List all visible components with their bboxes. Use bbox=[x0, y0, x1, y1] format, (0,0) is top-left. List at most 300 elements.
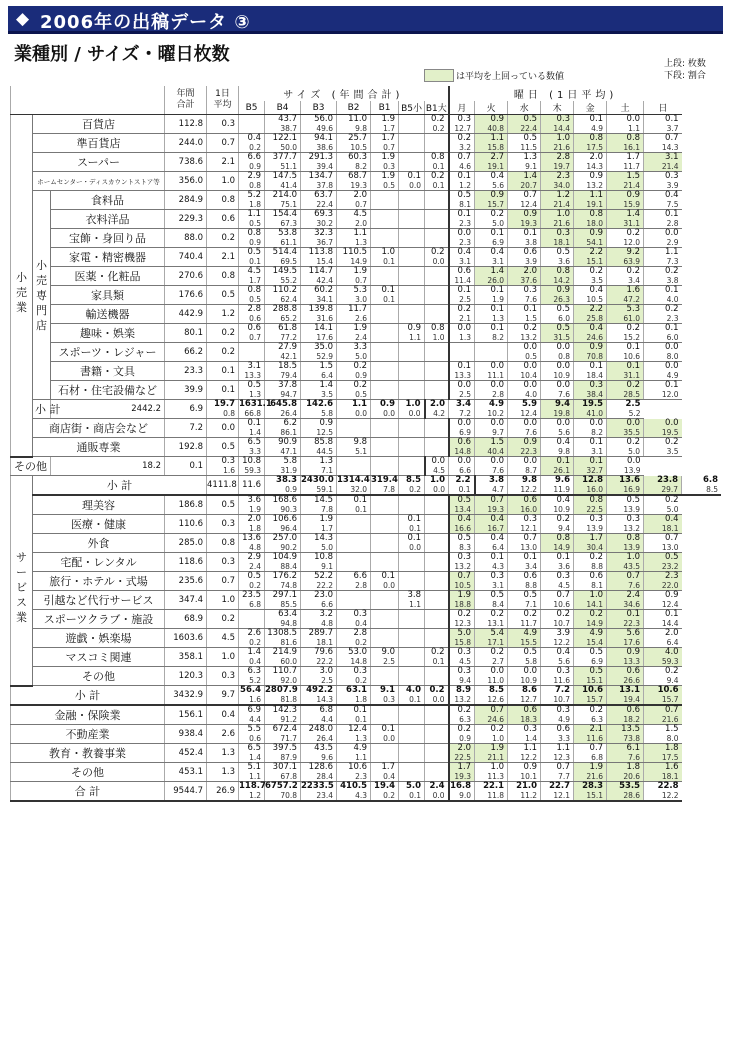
dow-count: 0.1 bbox=[574, 457, 607, 467]
size-count: 0.8 bbox=[425, 153, 449, 163]
size-count: 0.6 bbox=[239, 324, 265, 334]
dow-count: 2.2 bbox=[574, 305, 607, 315]
size-ratio: 2.4 bbox=[337, 333, 371, 343]
annual-total-value: 112.8 bbox=[165, 115, 207, 134]
dow-ratio: 26.0 bbox=[475, 276, 508, 286]
dow-ratio: 54.1 bbox=[574, 238, 607, 248]
size-count bbox=[371, 343, 399, 353]
dow-count: 0.0 bbox=[607, 457, 644, 467]
dow-count: 0.1 bbox=[607, 362, 644, 372]
dow-ratio: 3.5 bbox=[644, 447, 682, 457]
dow-ratio: 19.1 bbox=[574, 200, 607, 210]
size-ratio: 0.4 bbox=[239, 657, 265, 667]
dow-count: 0.9 bbox=[574, 172, 607, 182]
size-count: 9.0 bbox=[371, 648, 399, 658]
dow-count: 0.8 bbox=[607, 134, 644, 144]
dow-count: 10.6 bbox=[644, 686, 682, 696]
size-count: 1.0 bbox=[371, 248, 399, 258]
size-ratio: 8.2 bbox=[337, 162, 371, 172]
row-label: 引越など代行サービス bbox=[33, 591, 165, 610]
size-count bbox=[399, 705, 425, 715]
size-ratio: 17.6 bbox=[301, 333, 337, 343]
size-count: 9.1 bbox=[371, 686, 399, 696]
table-row bbox=[11, 191, 722, 201]
size-ratio: 36.7 bbox=[301, 238, 337, 248]
size-ratio: 1.8 bbox=[239, 524, 265, 534]
size-count bbox=[399, 610, 425, 620]
size-ratio bbox=[371, 200, 399, 210]
row-label: ホームセンター・ディスカウントストア等 bbox=[33, 172, 165, 191]
dow-count: 0.1 bbox=[449, 362, 475, 372]
size-count: 2.8 bbox=[239, 305, 265, 315]
dow-count: 13.6 bbox=[607, 476, 644, 486]
dow-ratio: 19.3 bbox=[475, 505, 508, 515]
size-ratio bbox=[399, 657, 425, 667]
size-ratio bbox=[399, 734, 425, 744]
daily-avg-value: 0.5 bbox=[207, 495, 239, 515]
size-ratio: 0.8 bbox=[207, 409, 239, 419]
size-ratio bbox=[425, 753, 449, 763]
dow-count: 0.2 bbox=[449, 305, 475, 315]
dow-ratio: 7.2 bbox=[449, 409, 475, 419]
size-count: 0.2 bbox=[425, 248, 449, 258]
size-count: 248.0 bbox=[301, 725, 337, 735]
dow-ratio: 10.6 bbox=[541, 600, 574, 610]
daily-avg-value: 0.2 bbox=[207, 324, 239, 343]
dow-ratio: 4.9 bbox=[574, 124, 607, 134]
dow-count: 0.4 bbox=[475, 172, 508, 182]
dow-ratio: 4.7 bbox=[475, 485, 508, 495]
table-row bbox=[11, 172, 722, 182]
size-ratio: 6.8 bbox=[239, 600, 265, 610]
row-label: その他 bbox=[11, 457, 51, 476]
dow-count: 8.5 bbox=[475, 686, 508, 696]
size-ratio: 52.9 bbox=[301, 352, 337, 362]
annual-total-value: 120.3 bbox=[165, 667, 207, 686]
size-count bbox=[425, 419, 449, 429]
dow-count: 2.5 bbox=[607, 400, 644, 410]
dow-count: 2.4 bbox=[607, 591, 644, 601]
dow-ratio: 6.4 bbox=[644, 638, 682, 648]
dow-ratio: 7.1 bbox=[508, 600, 541, 610]
size-count: 1.0 bbox=[399, 400, 425, 410]
size-count bbox=[371, 324, 399, 334]
dow-count: 0.1 bbox=[607, 343, 644, 353]
dow-count: 1.6 bbox=[644, 763, 682, 773]
dow-count: 0.5 bbox=[574, 667, 607, 677]
size-count: 10.6 bbox=[337, 763, 371, 773]
row-label: 通販専業 bbox=[33, 438, 165, 457]
dow-ratio: 8.0 bbox=[644, 734, 682, 744]
size-count bbox=[399, 648, 425, 658]
size-ratio: 42.1 bbox=[265, 352, 301, 362]
dow-ratio: 19.3 bbox=[508, 219, 541, 229]
size-ratio bbox=[425, 200, 449, 210]
size-count: 6.2 bbox=[265, 419, 301, 429]
size-count: 14.5 bbox=[301, 495, 337, 505]
dow-ratio: 32.7 bbox=[574, 466, 607, 476]
dow-ratio: 18.1 bbox=[644, 524, 682, 534]
dow-ratio: 5.0 bbox=[607, 447, 644, 457]
dow-count: 0.1 bbox=[508, 305, 541, 315]
dow-ratio: 19.3 bbox=[449, 772, 475, 782]
dow-count: 1.9 bbox=[574, 763, 607, 773]
dow-ratio: 7.5 bbox=[644, 200, 682, 210]
dow-ratio: 3.3 bbox=[541, 734, 574, 744]
daily-avg-value: 0.8 bbox=[207, 191, 239, 210]
size-count: 128.6 bbox=[301, 763, 337, 773]
size-count: 0.2 bbox=[425, 115, 449, 125]
size-count: 63.4 bbox=[265, 610, 301, 620]
table-row bbox=[11, 705, 722, 715]
dow-ratio: 14.2 bbox=[541, 276, 574, 286]
legend-text: は平均を上回っている数値 bbox=[456, 72, 565, 82]
data-table bbox=[10, 86, 721, 802]
dow-ratio: 9.8 bbox=[541, 447, 574, 457]
dow-ratio: 4.0 bbox=[508, 390, 541, 400]
size-count: 90.9 bbox=[265, 438, 301, 448]
annual-total-value: 1603.6 bbox=[165, 629, 207, 648]
dow-count: 0.3 bbox=[541, 572, 574, 582]
size-ratio bbox=[425, 219, 449, 229]
dow-count: 0.3 bbox=[475, 572, 508, 582]
size-count: 3.8 bbox=[399, 591, 425, 601]
size-count: 122.1 bbox=[265, 134, 301, 144]
dow-ratio: 20.7 bbox=[508, 181, 541, 191]
size-count: 0.1 bbox=[337, 495, 371, 505]
dow-count: 0.1 bbox=[644, 610, 682, 620]
dow-ratio: 3.6 bbox=[541, 257, 574, 267]
size-ratio: 1.4 bbox=[239, 428, 265, 438]
size-count: 0.8 bbox=[239, 229, 265, 239]
dow-ratio: 11.4 bbox=[449, 276, 475, 286]
daily-avg-value: 0.2 bbox=[207, 229, 239, 248]
dow-count: 0.8 bbox=[574, 495, 607, 505]
table-row bbox=[11, 476, 722, 486]
dow-ratio: 12.4 bbox=[644, 600, 682, 610]
size-ratio: 5.1 bbox=[337, 447, 371, 457]
daily-avg-value: 0.2 bbox=[207, 610, 239, 629]
size-ratio bbox=[399, 352, 425, 362]
dow-count: 0.4 bbox=[475, 534, 508, 544]
dow-count: 1.3 bbox=[508, 153, 541, 163]
dow-ratio: 6.9 bbox=[475, 238, 508, 248]
size-ratio bbox=[399, 219, 425, 229]
size-count bbox=[371, 267, 399, 277]
dow-count: 0.6 bbox=[449, 267, 475, 277]
size-count: 168.6 bbox=[265, 495, 301, 505]
size-count: 23.0 bbox=[301, 591, 337, 601]
row-label: 宅配・レンタル bbox=[33, 553, 165, 572]
size-count: 1.9 bbox=[337, 324, 371, 334]
dow-count: 16.8 bbox=[449, 782, 475, 792]
annual-total-value: 186.8 bbox=[165, 495, 207, 515]
dow-ratio: 21.1 bbox=[475, 753, 508, 763]
size-count: 0.1 bbox=[371, 286, 399, 296]
size-count: 1314.4 bbox=[337, 475, 370, 485]
size-ratio: 7.1 bbox=[301, 466, 337, 476]
size-count: 63.1 bbox=[337, 686, 371, 696]
dow-ratio: 3.2 bbox=[449, 143, 475, 153]
size-ratio: 37.8 bbox=[301, 181, 337, 191]
size-count: 0.8 bbox=[239, 286, 265, 296]
size-ratio bbox=[399, 124, 425, 134]
dow-count: 0.0 bbox=[508, 362, 541, 372]
dow-ratio: 28.6 bbox=[607, 791, 644, 801]
size-count: 4.5 bbox=[239, 267, 265, 277]
dow-ratio: 0.9 bbox=[449, 734, 475, 744]
note-top: 上段: 枚数 bbox=[664, 59, 706, 69]
size-ratio: 1.2 bbox=[239, 791, 265, 801]
size-count: 19.7 bbox=[207, 400, 239, 410]
dow-ratio: 40.4 bbox=[475, 447, 508, 457]
dow-count: 0.0 bbox=[607, 419, 644, 429]
size-count: 297.1 bbox=[265, 591, 301, 601]
dow-count: 0.0 bbox=[508, 381, 541, 391]
annual-total-value: 176.6 bbox=[165, 286, 207, 305]
dow-count: 8.6 bbox=[508, 686, 541, 696]
dow-count: 0.6 bbox=[449, 438, 475, 448]
annual-total-value: 23.3 bbox=[165, 362, 207, 381]
dow-count: 0.4 bbox=[644, 515, 682, 525]
size-count: 139.8 bbox=[301, 305, 337, 315]
dow-col-header: 金 bbox=[574, 101, 607, 115]
dow-ratio: 3.9 bbox=[508, 257, 541, 267]
dow-ratio: 12.1 bbox=[541, 791, 574, 801]
size-count bbox=[399, 381, 425, 391]
size-count: 0.9 bbox=[371, 400, 399, 410]
dow-count: 1.0 bbox=[541, 210, 574, 220]
size-ratio: 0.1 bbox=[425, 657, 449, 667]
group-label-retail-specialty: 小売専門店 bbox=[33, 191, 51, 400]
daily-avg-value: 11.6 bbox=[239, 476, 265, 496]
dow-count: 0.3 bbox=[541, 667, 574, 677]
table-row bbox=[11, 648, 722, 658]
size-count: 672.4 bbox=[265, 725, 301, 735]
dow-count: 1.5 bbox=[475, 438, 508, 448]
dow-ratio: 13.9 bbox=[607, 505, 644, 515]
dow-ratio: 10.5 bbox=[449, 581, 475, 591]
size-ratio: 0.2 bbox=[337, 638, 371, 648]
size-ratio: 1.9 bbox=[239, 505, 265, 515]
dow-count: 1.7 bbox=[574, 534, 607, 544]
size-count: 2.0 bbox=[239, 515, 265, 525]
size-ratio: 0.1 bbox=[337, 505, 371, 515]
dow-ratio: 3.8 bbox=[644, 276, 682, 286]
dow-count: 0.8 bbox=[574, 134, 607, 144]
size-ratio bbox=[425, 428, 449, 438]
size-ratio: 2.5 bbox=[371, 657, 399, 667]
dow-count: 0.3 bbox=[644, 172, 682, 182]
size-ratio: 91.2 bbox=[265, 715, 301, 725]
size-ratio bbox=[425, 562, 449, 572]
size-count: 176.2 bbox=[265, 572, 301, 582]
dow-ratio: 19.7 bbox=[541, 162, 574, 172]
size-ratio: 0.2 bbox=[239, 638, 265, 648]
size-count: 110.7 bbox=[265, 667, 301, 677]
dow-ratio: 15.1 bbox=[574, 791, 607, 801]
size-count: 0.2 bbox=[337, 381, 371, 391]
dow-count: 3.9 bbox=[541, 629, 574, 639]
size-ratio bbox=[399, 562, 425, 572]
size-count bbox=[371, 457, 399, 467]
dow-ratio: 18.1 bbox=[644, 772, 682, 782]
size-ratio: 5.2 bbox=[239, 676, 265, 686]
dow-ratio: 2.9 bbox=[644, 238, 682, 248]
dow-count: 4.9 bbox=[508, 629, 541, 639]
dow-count: 2.0 bbox=[644, 629, 682, 639]
table-row bbox=[11, 419, 722, 429]
dow-count: 1.2 bbox=[541, 191, 574, 201]
dow-ratio: 14.9 bbox=[541, 543, 574, 553]
size-ratio: 22.2 bbox=[301, 581, 337, 591]
dow-count: 0.7 bbox=[607, 572, 644, 582]
size-count: 104.9 bbox=[265, 553, 301, 563]
dow-ratio: 14.8 bbox=[449, 447, 475, 457]
dow-count: 0.4 bbox=[449, 248, 475, 258]
dow-ratio: 17.1 bbox=[475, 638, 508, 648]
size-count: 12.4 bbox=[337, 725, 371, 735]
dow-count: 3.1 bbox=[644, 153, 682, 163]
dow-count: 0.6 bbox=[607, 705, 644, 715]
dow-count: 0.0 bbox=[508, 667, 541, 677]
size-ratio: 0.0 bbox=[337, 409, 371, 419]
dow-count: 0.2 bbox=[607, 324, 644, 334]
size-count: 1.4 bbox=[301, 381, 337, 391]
dow-count: 0.2 bbox=[607, 381, 644, 391]
dow-count: 0.1 bbox=[449, 286, 475, 296]
dow-count: 0.1 bbox=[541, 553, 574, 563]
daily-avg-value: 1.0 bbox=[207, 172, 239, 191]
dow-ratio: 9.7 bbox=[475, 428, 508, 438]
dow-count: 4.9 bbox=[574, 629, 607, 639]
dow-count: 0.0 bbox=[425, 457, 449, 467]
dow-ratio: 13.2 bbox=[607, 524, 644, 534]
dow-ratio: 9.4 bbox=[644, 676, 682, 686]
size-count: 61.8 bbox=[265, 324, 301, 334]
dow-ratio: 8.2 bbox=[475, 333, 508, 343]
row-label: マスコミ関連 bbox=[33, 648, 165, 667]
size-ratio: 0.3 bbox=[371, 695, 399, 705]
size-ratio bbox=[399, 200, 425, 210]
size-count: 25.7 bbox=[337, 134, 371, 144]
dow-count: 0.0 bbox=[449, 457, 475, 467]
daily-avg-value: 0.7 bbox=[207, 572, 239, 591]
size-count: 2233.5 bbox=[301, 782, 337, 792]
dow-ratio: 10.6 bbox=[607, 352, 644, 362]
dow-count: 0.7 bbox=[644, 134, 682, 144]
size-ratio bbox=[399, 371, 425, 381]
size-count: 1.9 bbox=[337, 267, 371, 277]
size-ratio: 9.1 bbox=[301, 562, 337, 572]
size-ratio: 81.8 bbox=[265, 695, 301, 705]
size-count: 2.0 bbox=[337, 191, 371, 201]
dow-count: 0.7 bbox=[475, 705, 508, 715]
col-daily-avg: 1日平均 bbox=[213, 89, 232, 110]
dow-count: 5.4 bbox=[475, 629, 508, 639]
size-count bbox=[399, 229, 425, 239]
dow-count: 1.5 bbox=[644, 725, 682, 735]
table-row bbox=[11, 248, 722, 258]
dow-count: 0.2 bbox=[508, 610, 541, 620]
dow-ratio: 20.6 bbox=[607, 772, 644, 782]
daily-avg-value: 0.3 bbox=[207, 515, 239, 534]
annual-total-value: 192.8 bbox=[165, 438, 207, 457]
dow-ratio: 6.8 bbox=[574, 753, 607, 763]
dow-count: 1.4 bbox=[475, 267, 508, 277]
size-ratio: 67.3 bbox=[265, 219, 301, 229]
dow-count bbox=[449, 343, 475, 353]
size-count: 63.7 bbox=[301, 191, 337, 201]
size-count bbox=[399, 553, 425, 563]
table-row bbox=[11, 134, 722, 144]
dow-ratio: 14.3 bbox=[644, 143, 682, 153]
size-count: 18.5 bbox=[265, 362, 301, 372]
size-count: 377.7 bbox=[265, 153, 301, 163]
dow-ratio: 13.2 bbox=[574, 181, 607, 191]
dow-ratio: 59.3 bbox=[644, 657, 682, 667]
daily-avg-value: 0.7 bbox=[207, 134, 239, 153]
size-count: 14.3 bbox=[301, 534, 337, 544]
dow-ratio: 3.4 bbox=[607, 276, 644, 286]
dow-count: 0.9 bbox=[475, 115, 508, 125]
size-count bbox=[399, 134, 425, 144]
size-ratio: 47.1 bbox=[265, 447, 301, 457]
dow-count: 9.2 bbox=[607, 248, 644, 258]
size-count bbox=[371, 610, 399, 620]
dow-count: 0.7 bbox=[508, 534, 541, 544]
dow-ratio: 28.5 bbox=[607, 390, 644, 400]
row-label: スーパー bbox=[33, 153, 165, 172]
dow-ratio: 21.6 bbox=[541, 219, 574, 229]
dow-count: 1.1 bbox=[574, 191, 607, 201]
dow-ratio: 4.3 bbox=[475, 562, 508, 572]
size-count: 9.8 bbox=[337, 438, 371, 448]
dow-count: 0.1 bbox=[508, 229, 541, 239]
size-count bbox=[399, 725, 425, 735]
dow-ratio: 15.4 bbox=[574, 638, 607, 648]
size-ratio: 0.6 bbox=[239, 734, 265, 744]
dow-ratio: 29.7 bbox=[644, 485, 682, 495]
size-ratio: 13.3 bbox=[239, 371, 265, 381]
dow-count: 0.2 bbox=[644, 495, 682, 505]
size-ratio: 9.8 bbox=[337, 124, 371, 134]
dow-ratio: 7.3 bbox=[644, 257, 682, 267]
dow-ratio: 3.5 bbox=[574, 276, 607, 286]
dow-ratio: 12.3 bbox=[541, 753, 574, 763]
dow-ratio: 2.1 bbox=[449, 314, 475, 324]
annual-total-value: 740.4 bbox=[165, 248, 207, 267]
dow-count: 0.4 bbox=[449, 515, 475, 525]
diamond-icon: ◆ bbox=[16, 9, 30, 29]
size-ratio bbox=[399, 257, 425, 267]
dow-count: 0.4 bbox=[541, 495, 574, 505]
size-ratio bbox=[371, 333, 399, 343]
dow-count: 0.0 bbox=[449, 419, 475, 429]
daily-avg-value: 0.8 bbox=[207, 534, 239, 553]
size-count: 0.5 bbox=[239, 572, 265, 582]
daily-avg-value: 1.2 bbox=[207, 305, 239, 324]
dow-ratio: 5.0 bbox=[475, 219, 508, 229]
dow-count: 0.8 bbox=[607, 534, 644, 544]
dow-count: 0.5 bbox=[508, 591, 541, 601]
size-ratio: 0.7 bbox=[337, 200, 371, 210]
size-ratio: 3.3 bbox=[239, 447, 265, 457]
size-ratio: 22.4 bbox=[301, 200, 337, 210]
dow-count: 1.4 bbox=[607, 210, 644, 220]
dow-count: 0.3 bbox=[449, 667, 475, 677]
size-count bbox=[425, 534, 449, 544]
